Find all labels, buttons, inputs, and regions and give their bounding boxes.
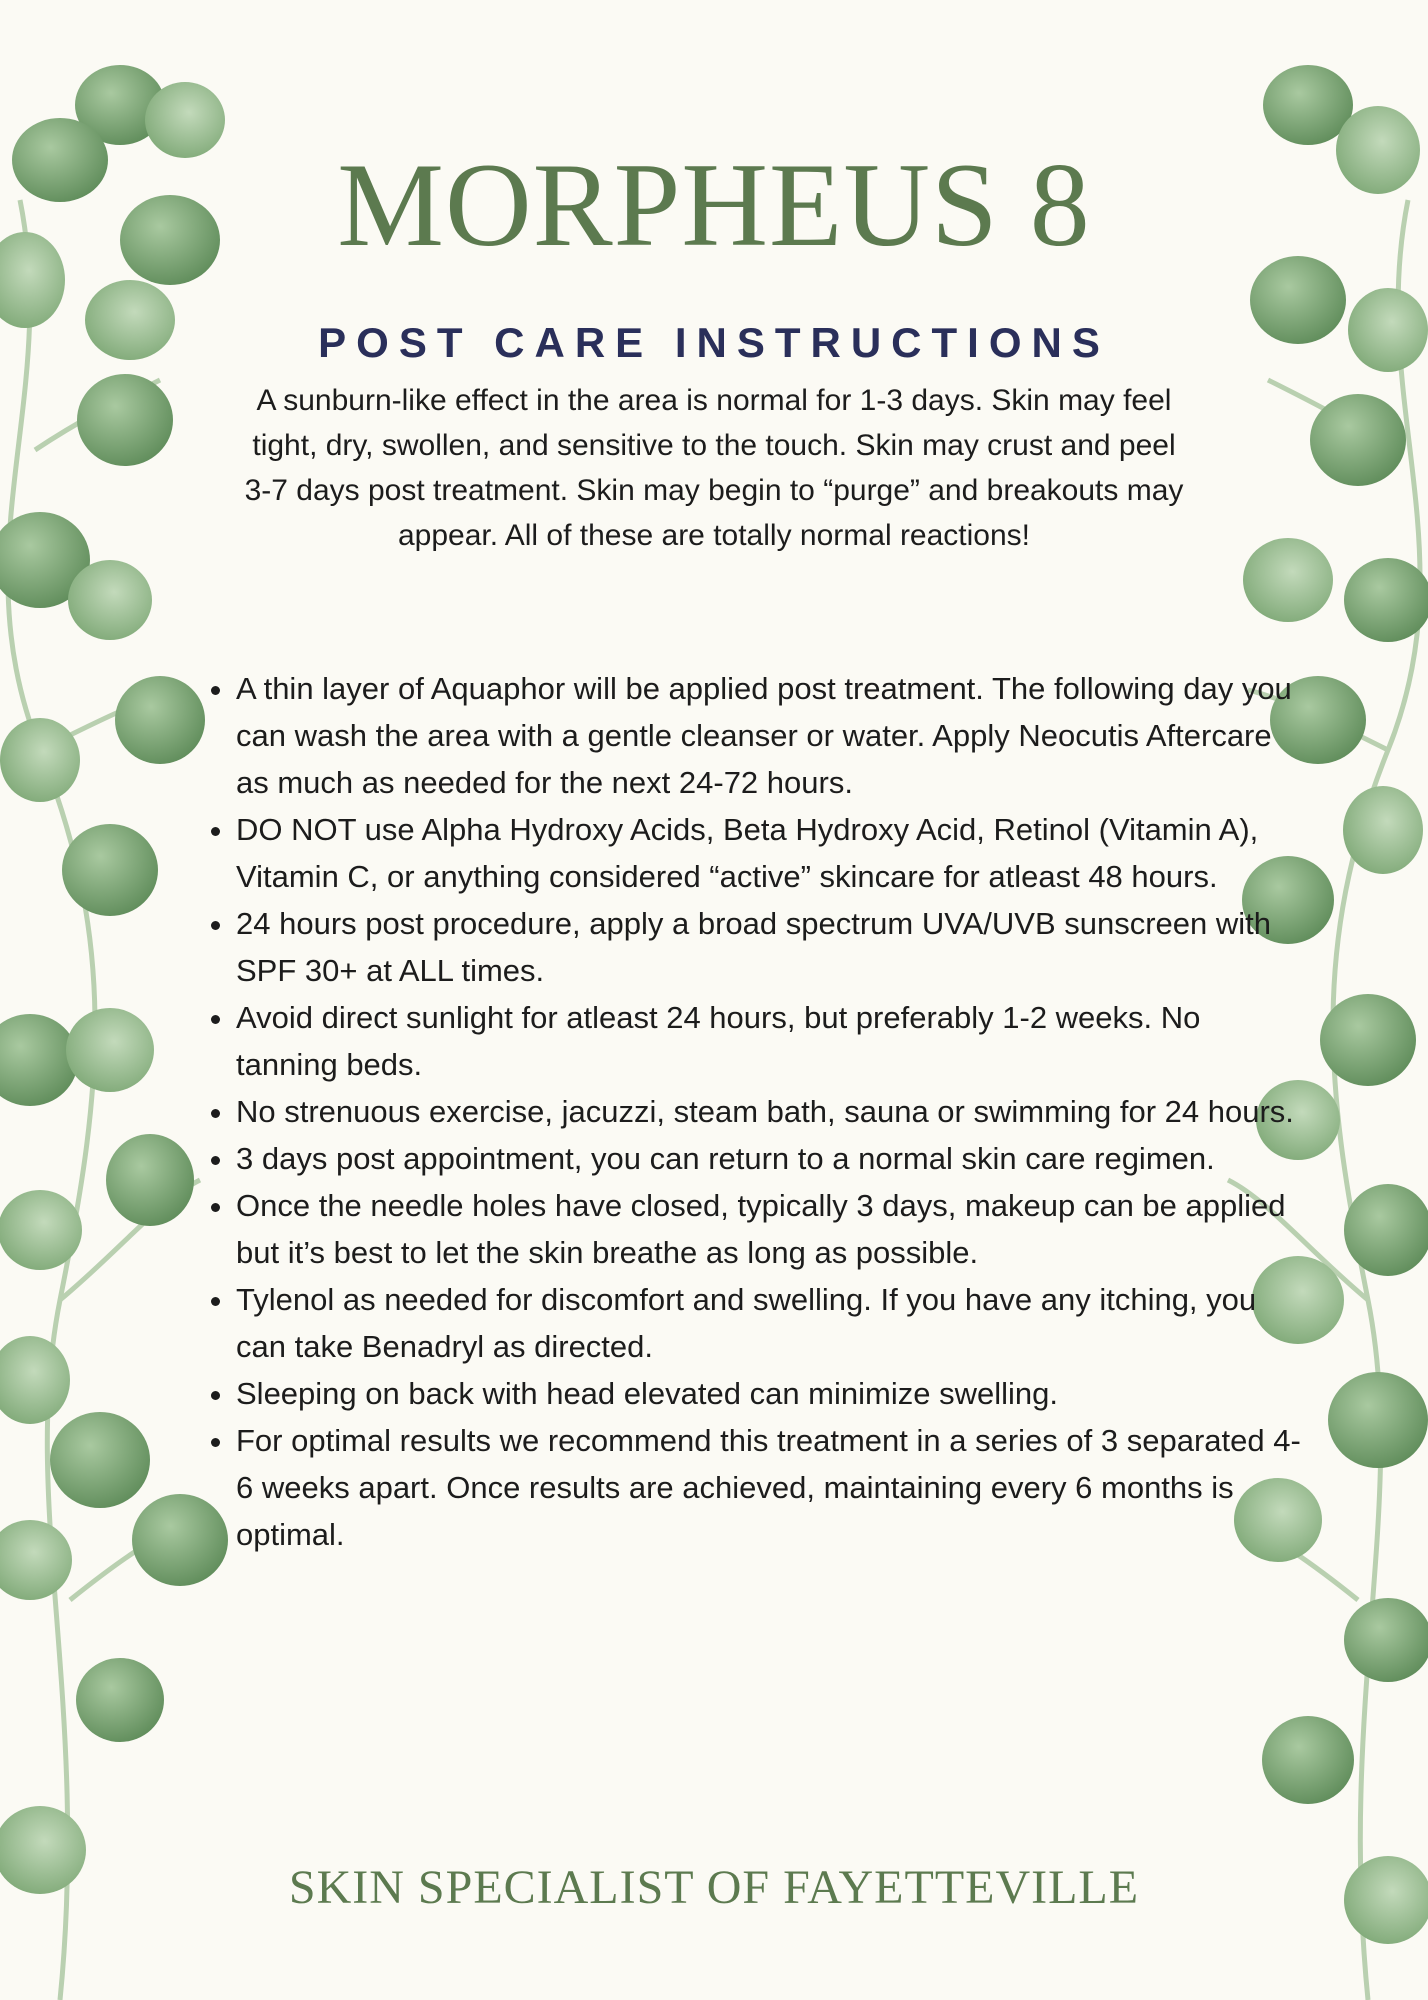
business-name: SKIN SPECIALIST OF FAYETTEVILLE bbox=[288, 1861, 1140, 1914]
instruction-text: For optimal results we recommend this treatment in a series of 3 separated 4-6 weeks apart. Once results are achieved, maintaining every 6 months is optimal. bbox=[236, 1423, 1301, 1552]
instruction-text: 3 days post appointment, you can return to a normal skin care regimen. bbox=[236, 1141, 1215, 1176]
list-item bbox=[236, 1182, 1306, 1276]
list-item bbox=[236, 665, 1306, 806]
list-item bbox=[236, 1417, 1306, 1558]
page-subtitle: POST CARE INSTRUCTIONS bbox=[318, 319, 1110, 366]
instruction-text: No strenuous exercise, jacuzzi, steam bath, sauna or swimming for 24 hours. bbox=[236, 1094, 1294, 1129]
list-item bbox=[236, 1276, 1306, 1370]
instruction-text: Sleeping on back with head elevated can minimize swelling. bbox=[236, 1376, 1058, 1411]
list-item bbox=[236, 1135, 1306, 1182]
instruction-text: 24 hours post procedure, apply a broad spectrum UVA/UVB sunscreen with SPF 30+ at ALL times. bbox=[236, 906, 1272, 988]
list-item bbox=[236, 900, 1306, 994]
instruction-text: A thin layer of Aquaphor will be applied post treatment. The following day you can wash the area with a gentle cleanser or water. Apply Neocutis Aftercare as much as needed for the next 24-72 hours. bbox=[236, 671, 1292, 800]
page-title: MORPHEUS 8 bbox=[337, 138, 1091, 271]
instruction-text: DO NOT use Alpha Hydroxy Acids, Beta Hydroxy Acid, Retinol (Vitamin A), Vitamin C, or anything considered “active” skincare for atleast 48 hours. bbox=[236, 812, 1259, 894]
list-item bbox=[236, 1370, 1306, 1417]
intro-paragraph: A sunburn-like effect in the area is normal for 1-3 days. Skin may feel tight, dry, swollen, and sensitive to the touch. Skin may crust and peel 3-7 days post treatment. Skin may begin to “purge” and breakouts may appear. All of these are totally normal reactions! bbox=[244, 384, 1184, 552]
list-item bbox=[236, 994, 1306, 1088]
instructions-list bbox=[190, 665, 1306, 1558]
instruction-text: Tylenol as needed for discomfort and swelling. If you have any itching, you can take Benadryl as directed. bbox=[236, 1282, 1257, 1364]
list-item bbox=[236, 1088, 1306, 1135]
instruction-text: Avoid direct sunlight for atleast 24 hours, but preferably 1-2 weeks. No tanning beds. bbox=[236, 1000, 1201, 1082]
list-item bbox=[236, 806, 1306, 900]
instruction-text: Once the needle holes have closed, typically 3 days, makeup can be applied but it’s best to let the skin breathe as long as possible. bbox=[236, 1188, 1286, 1270]
